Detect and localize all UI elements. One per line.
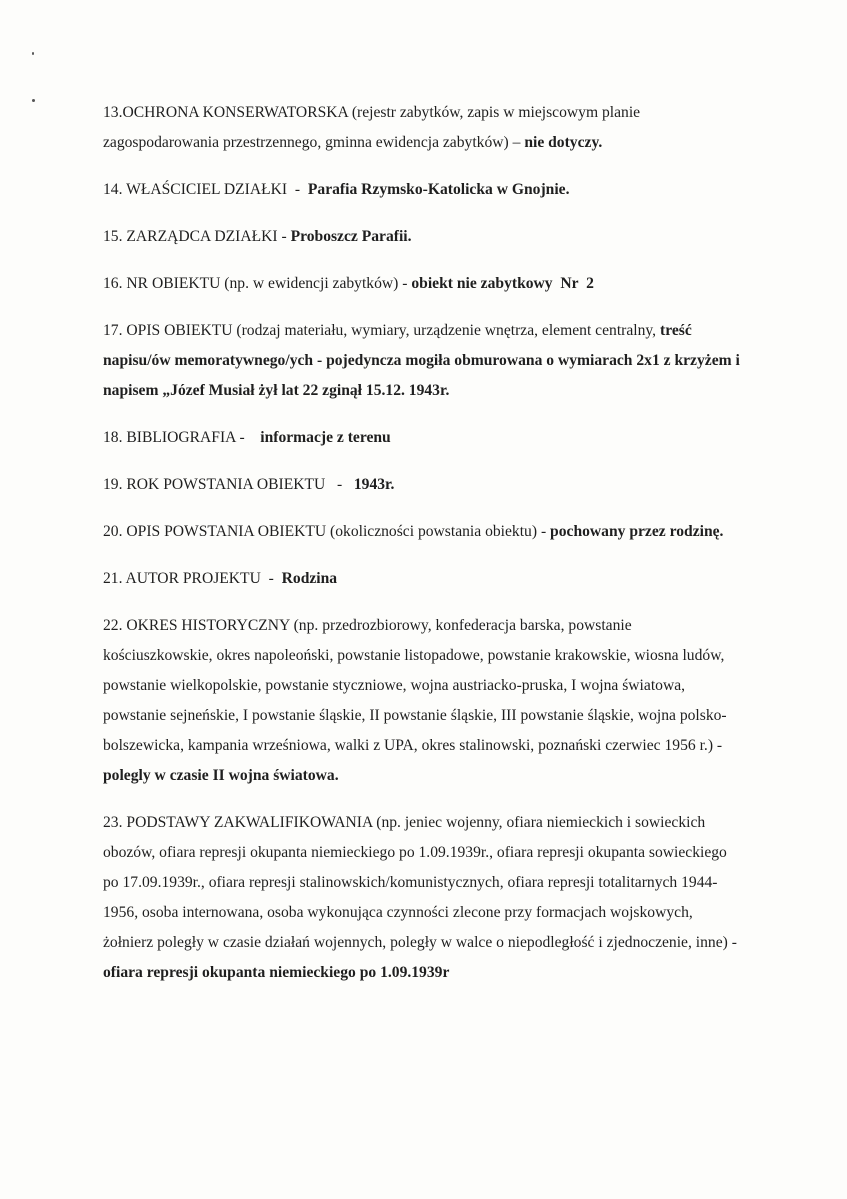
entry-separator: - <box>727 934 737 951</box>
entry-label: BIBLIOGRAFIA <box>122 429 236 446</box>
entry-22 <box>103 611 743 791</box>
entry-separator: - <box>325 476 354 493</box>
entry-value: ofiara represji okupanta niemieckiego po 1.09.1939r <box>103 964 450 981</box>
entry-23 <box>103 808 743 988</box>
entry-number: 17. <box>103 322 123 339</box>
entry-number: 16. <box>103 275 123 292</box>
scan-speck <box>32 99 35 102</box>
entry-20 <box>103 517 743 547</box>
entry-separator: – <box>508 134 525 151</box>
entry-value: obiekt nie zabytkowy Nr 2 <box>411 275 594 292</box>
entry-value: informacje z terenu <box>260 429 391 446</box>
entry-label: WŁAŚCICIEL DZIAŁKI <box>122 181 288 198</box>
document-body <box>103 98 743 1005</box>
entry-label: AUTOR PROJEKTU <box>122 570 261 587</box>
entry-value: 1943r. <box>353 476 395 493</box>
entry-separator: - <box>398 275 412 292</box>
entry-value: polegly w czasie II wojna światowa. <box>103 767 339 784</box>
entry-label: NR OBIEKTU (np. w ewidencji zabytków) <box>122 275 399 292</box>
entry-label: OCHRONA KONSERWATORSKA (rejestr zabytków, zapis w miejscowym planie zagospodarowania przestrzennego, gminna ewidencja zabytków) <box>103 104 641 151</box>
entry-separator: - <box>537 523 551 540</box>
entry-separator: - <box>287 181 308 198</box>
entry-16 <box>103 269 743 299</box>
entry-number: 23. <box>103 814 123 831</box>
entry-separator: - <box>277 228 291 245</box>
entry-number: 18. <box>103 429 123 446</box>
entry-number: 15. <box>103 228 123 245</box>
entry-label: OPIS OBIEKTU (rodzaj materiału, wymiary, urządzenie wnętrza, element centralny, <box>122 322 657 339</box>
entry-value: nie dotyczy. <box>524 134 603 151</box>
entry-13 <box>103 98 743 158</box>
entry-value: treść napisu/ów memoratywnego/ych - pojedyncza mogiła obmurowana o wymiarach 2x1 z krzyżem i napisem „Józef Musiał żył lat 22 zginął 15.12. 1943r. <box>103 322 740 399</box>
entry-value: Proboszcz Parafii. <box>290 228 412 245</box>
entry-separator: - <box>260 570 282 587</box>
entry-number: 21. <box>103 570 123 587</box>
entry-number: 20. <box>103 523 123 540</box>
entry-15 <box>103 222 743 252</box>
entry-19 <box>103 470 743 500</box>
entry-18 <box>103 423 743 453</box>
entry-separator: - <box>235 429 261 446</box>
entry-label: OPIS POWSTANIA OBIEKTU (okoliczności powstania obiektu) <box>122 523 538 540</box>
entry-number: 13. <box>103 104 123 121</box>
entry-label: ROK POWSTANIA OBIEKTU <box>122 476 326 493</box>
entry-number: 19. <box>103 476 123 493</box>
entry-number: 22. <box>103 617 123 634</box>
entry-value: Parafia Rzymsko-Katolicka w Gnojnie. <box>307 181 570 198</box>
entry-21 <box>103 564 743 594</box>
entry-14 <box>103 175 743 205</box>
entry-17 <box>103 316 743 406</box>
scan-speck <box>32 52 34 55</box>
entry-number: 14. <box>103 181 123 198</box>
entry-value: pochowany przez rodzinę. <box>550 523 724 540</box>
entry-value: Rodzina <box>281 570 338 587</box>
entry-label: PODSTAWY ZAKWALIFIKOWANIA (np. jeniec wojenny, ofiara niemieckich i sowieckich obozów, ofiara represji okupanta niemieckiego po 1.09.1939r., ofiara represji okupanta sowieckiego po 17.09.1939r., ofiara represji stalinowskich/komunistycznych, ofiara represji totalitarnych 1944-1956, osoba internowana, osoba wykonująca czynności zlecone przy formacjach wojskowych, żołnierz poległy w czasie działań wojennych, poległy w walce o niepodległość i zjednoczenie, inne) <box>103 814 728 951</box>
entry-label: OKRES HISTORYCZNY (np. przedrozbiorowy, konfederacja barska, powstanie kościuszkowskie, okres napoleoński, powstanie listopadowe, powstanie krakowskie, wiosna ludów, powstanie wielkopolskie, powstanie styczniowe, wojna austriacko-pruska, I wojna światowa, powstanie sejneńskie, I powstanie śląskie, II powstanie śląskie, III powstanie śląskie, wojna polsko-bolszewicka, kampania wrześniowa, walki z UPA, okres stalinowski, poznański czerwiec 1956 r.) <box>103 617 727 754</box>
entry-separator: - <box>713 737 723 754</box>
entry-label: ZARZĄDCA DZIAŁKI <box>122 228 278 245</box>
